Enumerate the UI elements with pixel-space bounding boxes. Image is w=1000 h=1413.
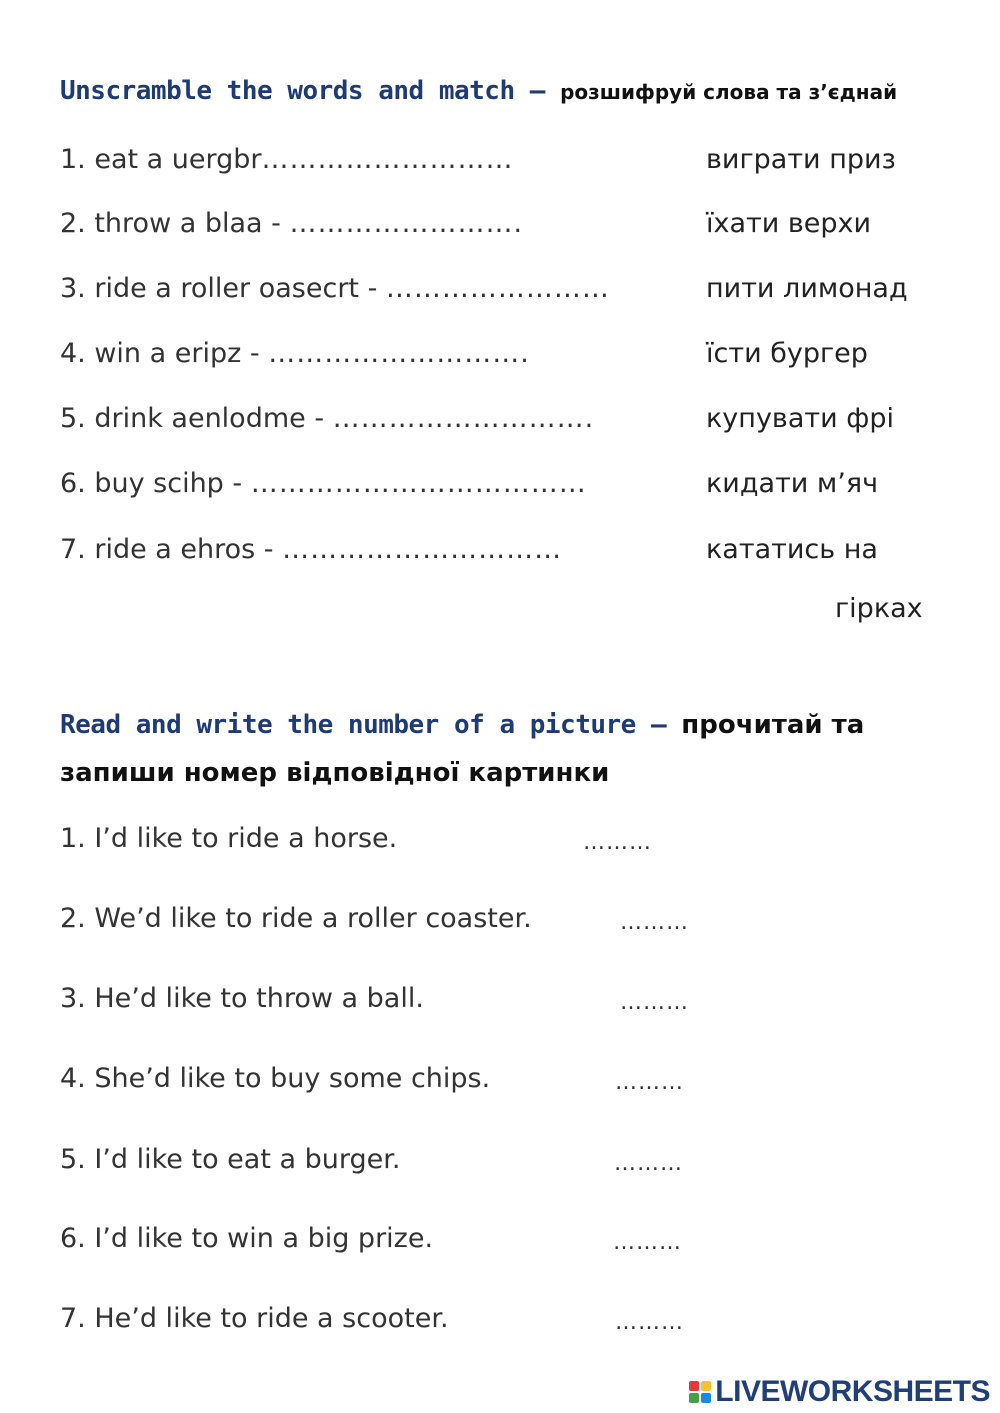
section1-title bbox=[60, 76, 897, 106]
answer-blank[interactable]: …………………… bbox=[385, 273, 610, 304]
scramble-item-text: 2. throw a blaa - bbox=[60, 208, 290, 239]
answer-blank[interactable]: ………………………. bbox=[268, 338, 530, 369]
scramble-item-text: 3. ride a roller oasecrt - bbox=[60, 273, 386, 304]
sentence-item: 3. He’d like to throw a ball. bbox=[60, 983, 424, 1014]
number-blank[interactable]: ……… bbox=[615, 1070, 684, 1095]
sentence-item: 6. I’d like to win a big prize. bbox=[60, 1223, 434, 1254]
sentence-item: 7. He’d like to ride a scooter. bbox=[60, 1303, 449, 1334]
answer-blank[interactable]: ………………………… bbox=[282, 534, 563, 565]
section2-title-ua-1: прочитай та bbox=[681, 710, 865, 740]
number-blank[interactable]: ……… bbox=[615, 1310, 684, 1335]
scramble-item bbox=[60, 468, 587, 499]
logo-text: LIVEWORKSHEETS bbox=[715, 1375, 990, 1408]
number-blank[interactable]: ……… bbox=[583, 830, 652, 855]
translation-item[interactable]: кататись на bbox=[706, 534, 878, 565]
scramble-item-text: 6. buy scihp - bbox=[60, 468, 251, 499]
scramble-item bbox=[60, 403, 594, 434]
answer-blank[interactable]: ……………………… bbox=[261, 144, 514, 175]
answer-blank[interactable]: ……………………. bbox=[289, 208, 524, 239]
logo-squares-icon bbox=[689, 1381, 711, 1403]
answer-blank[interactable]: ………………………. bbox=[332, 403, 595, 434]
liveworksheets-logo[interactable] bbox=[689, 1375, 990, 1409]
section2-title-en: Read and write the number of a picture – bbox=[60, 710, 667, 740]
scramble-item bbox=[60, 208, 523, 239]
section2-title-line2 bbox=[60, 758, 609, 788]
scramble-item bbox=[60, 534, 562, 565]
translation-item[interactable]: купувати фрі bbox=[706, 403, 894, 434]
section1-title-ua: розшифруй слова та з’єднай bbox=[560, 80, 898, 104]
number-blank[interactable]: ……… bbox=[620, 910, 689, 935]
section1-title-en: Unscramble the words and match – bbox=[60, 76, 545, 106]
translation-item[interactable]: кидати м’яч bbox=[706, 468, 879, 499]
sentence-item: 2. We’d like to ride a roller coaster. bbox=[60, 903, 532, 934]
sentence-item: 4. She’d like to buy some chips. bbox=[60, 1063, 491, 1094]
answer-blank[interactable]: ……………………………… bbox=[250, 468, 587, 499]
translation-item[interactable]: їхати верхи bbox=[706, 208, 872, 239]
translation-item[interactable]: пити лимонад bbox=[706, 273, 908, 304]
scramble-item bbox=[60, 144, 514, 175]
sentence-item: 5. I’d like to eat a burger. bbox=[60, 1144, 401, 1175]
number-blank[interactable]: ……… bbox=[613, 1230, 682, 1255]
scramble-item bbox=[60, 273, 610, 304]
scramble-item-text: 7. ride a ehros - bbox=[60, 534, 283, 565]
translation-item[interactable]: виграти приз bbox=[706, 144, 896, 175]
number-blank[interactable]: ……… bbox=[620, 990, 689, 1015]
scramble-item bbox=[60, 338, 530, 369]
sentence-item: 1. I’d like to ride a horse. bbox=[60, 823, 398, 854]
translation-item[interactable]: їсти бургер bbox=[706, 338, 868, 369]
number-blank[interactable]: ……… bbox=[614, 1151, 683, 1176]
scramble-item-text: 5. drink aenlodme - bbox=[60, 403, 333, 434]
section2-title bbox=[60, 710, 864, 740]
section2-title-ua-2: запиши номер відповідної картинки bbox=[60, 758, 610, 788]
translation-item-continued: гірках bbox=[835, 593, 923, 624]
scramble-item-text: 4. win a eripz - bbox=[60, 338, 269, 369]
scramble-item-text: 1. eat a uergbr bbox=[60, 144, 262, 175]
